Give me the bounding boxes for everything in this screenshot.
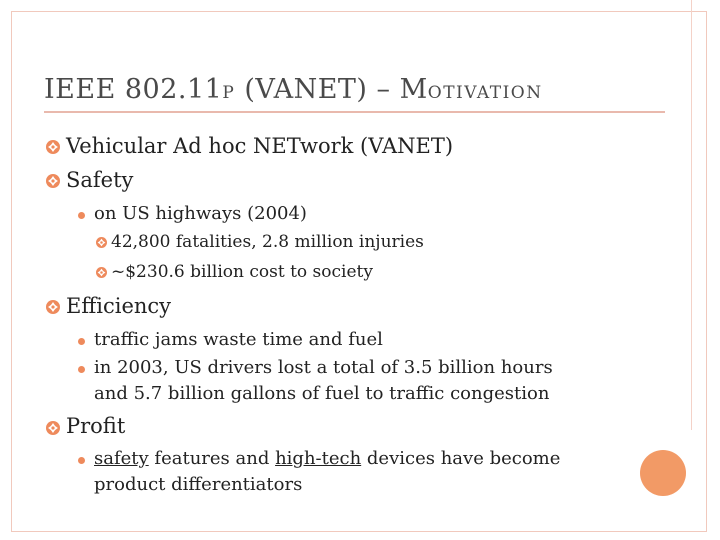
bullet-product-features-cont: product differentiators — [94, 474, 303, 495]
bullet-safety: Safety — [66, 168, 134, 192]
flower-bullet-icon — [46, 174, 60, 188]
bullet-fatalities: 42,800 fatalities, 2.8 million injuries — [111, 232, 424, 252]
bullet-traffic-jams: traffic jams waste time and fuel — [94, 329, 383, 350]
flower-bullet-icon — [96, 267, 107, 278]
underlined-high-tech: high-tech — [275, 448, 362, 469]
bullet-vanet: Vehicular Ad hoc NETwork (VANET) — [66, 134, 454, 158]
bullet-cost: ~$230.6 billion cost to society — [111, 262, 373, 282]
bullet-drivers-lost: in 2003, US drivers lost a total of 3.5 billion hours — [94, 357, 553, 378]
bullet-us-highways: on US highways (2004) — [94, 203, 307, 224]
decorative-line — [691, 0, 692, 430]
title-underline — [44, 111, 665, 113]
bullet-efficiency: Efficiency — [66, 294, 172, 318]
flower-bullet-icon — [46, 140, 60, 154]
underlined-safety: safety — [94, 448, 149, 469]
flower-bullet-icon — [46, 421, 60, 435]
slide-title: IEEE 802.11P (VANET) – MOTIVATION — [44, 74, 543, 105]
dot-bullet-icon — [78, 457, 85, 464]
bullet-profit: Profit — [66, 414, 126, 438]
flower-bullet-icon — [96, 237, 107, 248]
bullet-product-features — [94, 448, 560, 469]
flower-bullet-icon — [46, 300, 60, 314]
bullet-drivers-lost-cont: and 5.7 billion gallons of fuel to traffic congestion — [94, 383, 550, 404]
text-span: features and — [148, 448, 276, 469]
dot-bullet-icon — [78, 338, 85, 345]
dot-bullet-icon — [78, 212, 85, 219]
decorative-orb — [640, 450, 686, 496]
text-span: devices have become — [361, 448, 561, 469]
dot-bullet-icon — [78, 366, 85, 373]
